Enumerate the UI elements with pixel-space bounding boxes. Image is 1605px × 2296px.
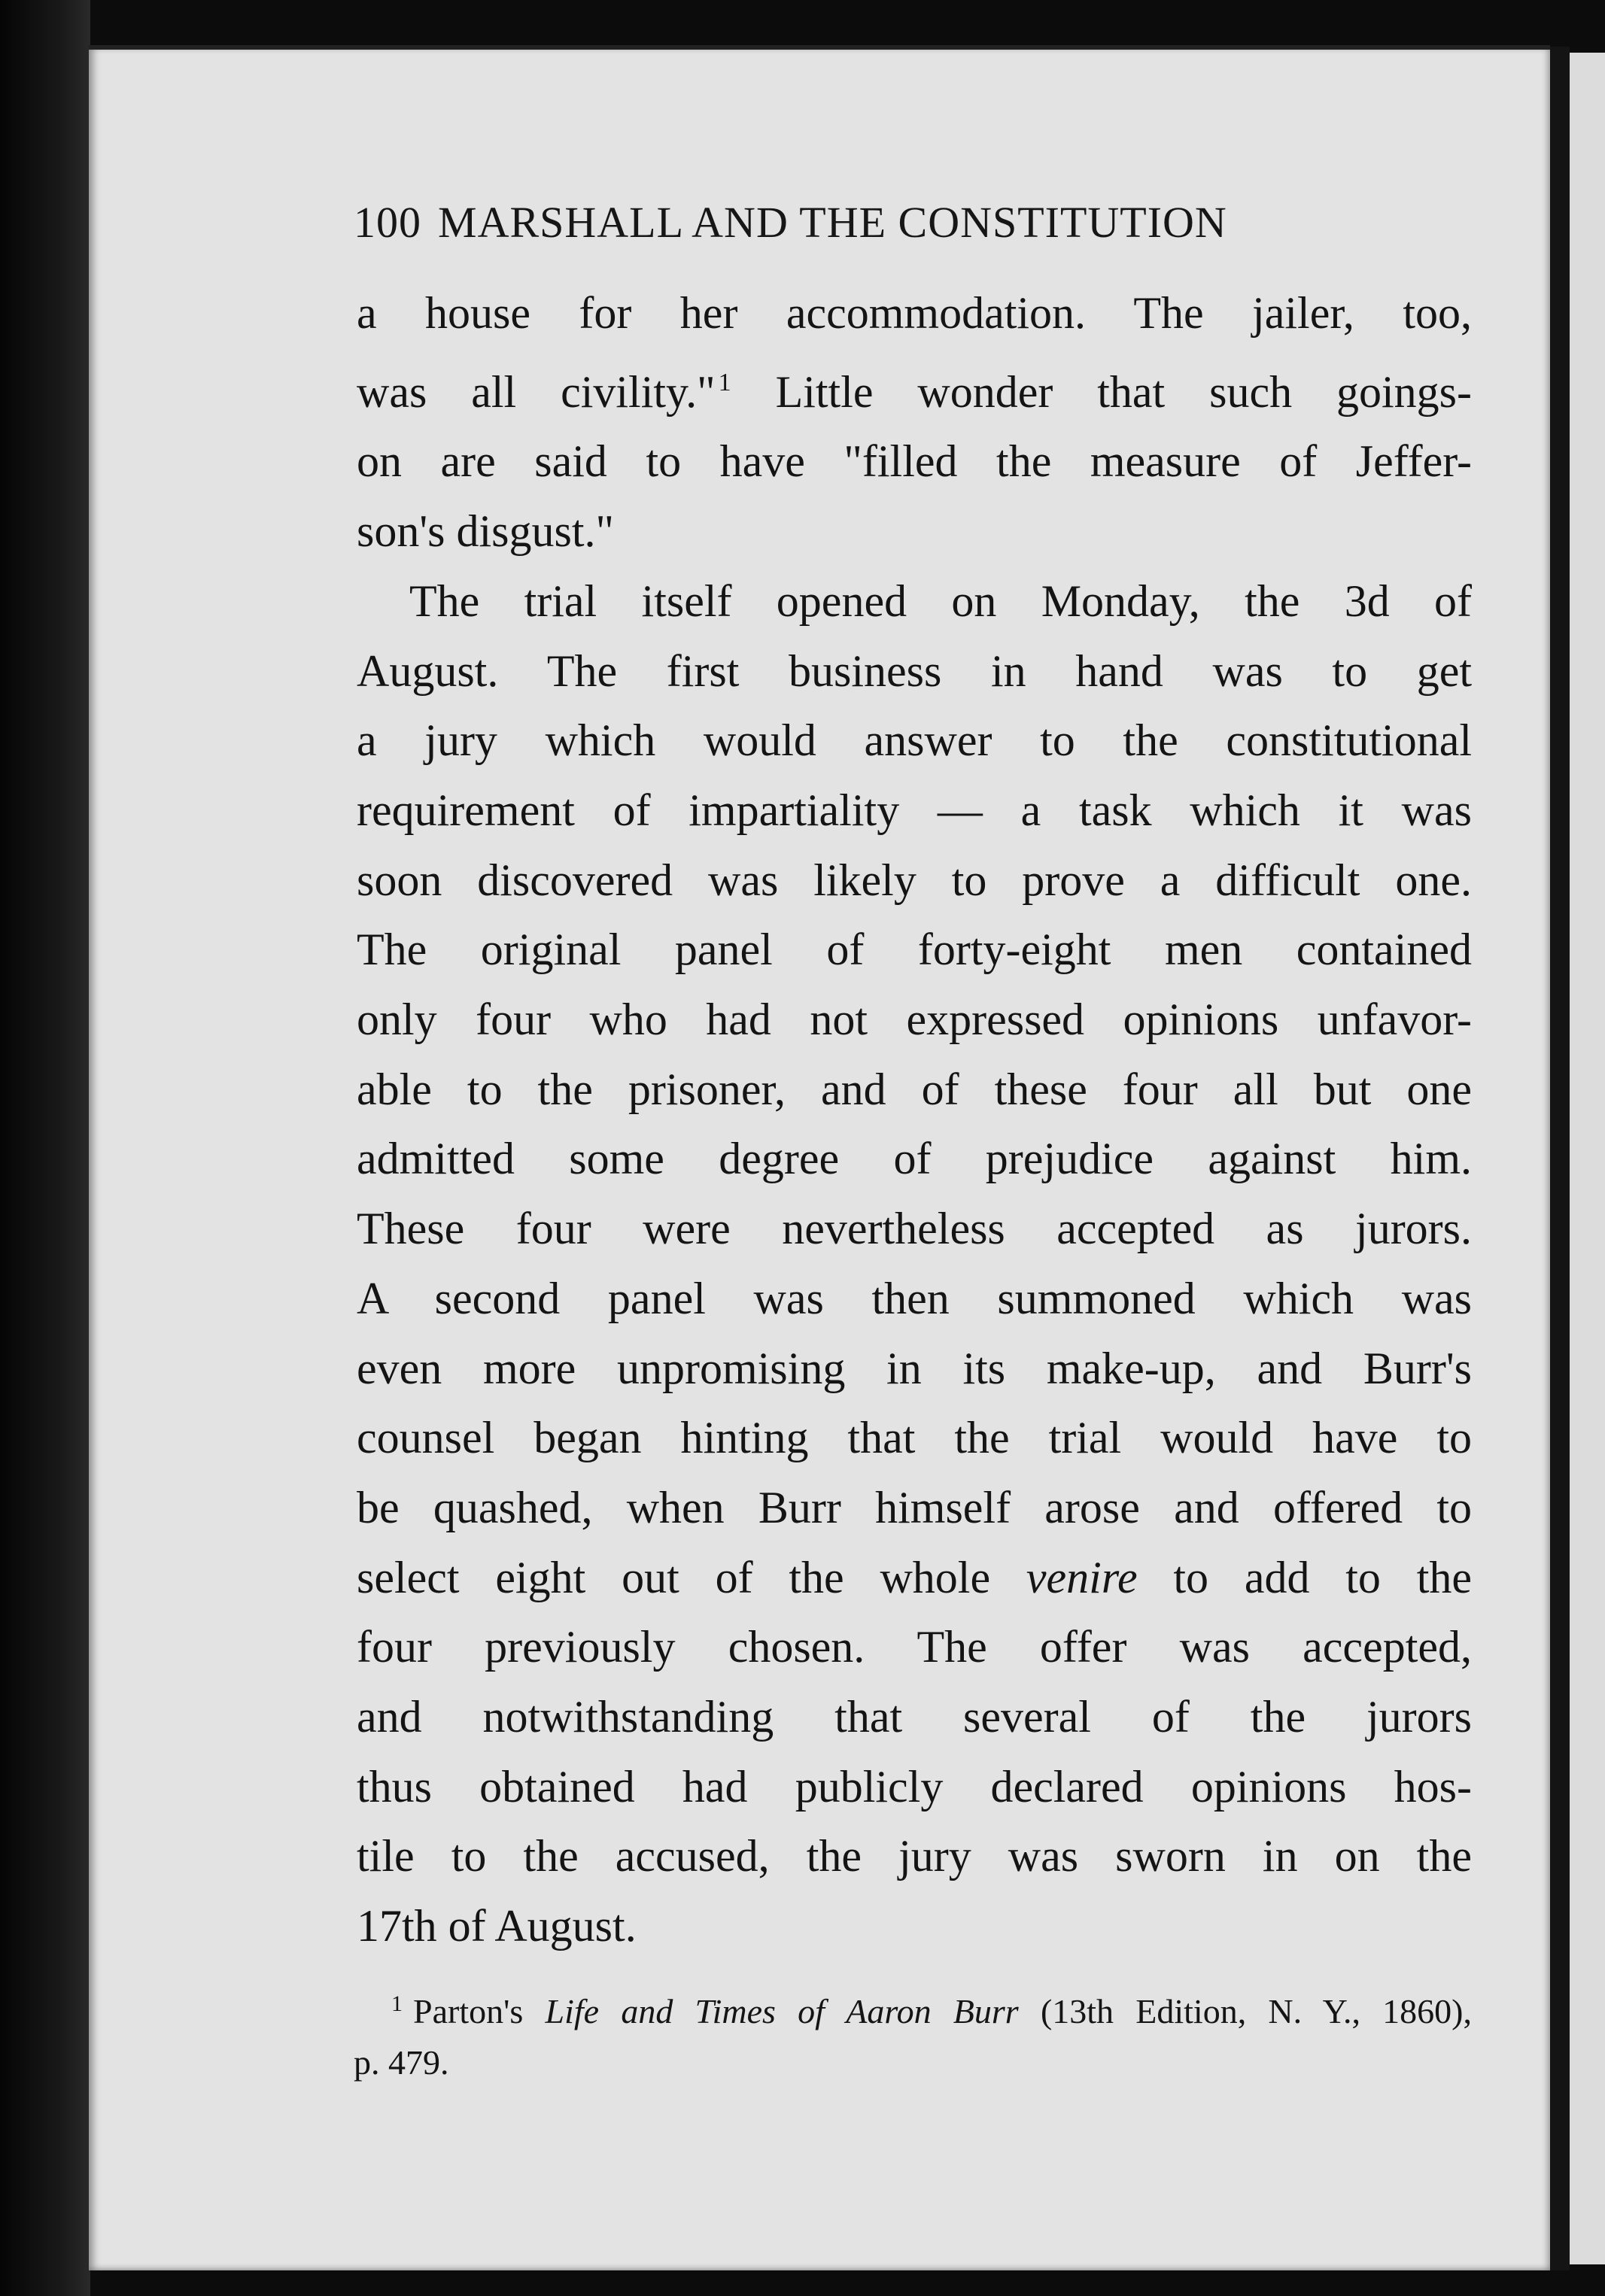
text-line: soon discovered was likely to prove a difficult one. bbox=[357, 855, 1472, 905]
text-line: four previously chosen. The offer was accepted, bbox=[357, 1622, 1472, 1672]
text-line: counsel began hinting that the trial would have to bbox=[357, 1413, 1472, 1463]
text-line: only four who had not expressed opinions unfavor- bbox=[357, 995, 1472, 1045]
text-line: and notwithstanding that several of the jurors bbox=[357, 1692, 1472, 1742]
text-line: even more unpromising in its make-up, and Burr's bbox=[357, 1343, 1472, 1393]
text-line: August. The first business in hand was to get bbox=[357, 645, 1472, 696]
text-line: requirement of impartiality — a task which it was bbox=[357, 785, 1472, 835]
footnote-title: Life and Times of Aaron Burr bbox=[545, 1992, 1019, 2030]
text-line: son's disgust." bbox=[357, 506, 615, 557]
facing-page-edge bbox=[1570, 53, 1605, 2264]
footnote-edition: (13th Edition, N. Y., 1860), bbox=[1040, 1992, 1473, 2030]
italic-word: venire bbox=[1026, 1552, 1138, 1602]
footnote-reference: 1 bbox=[718, 368, 731, 396]
scan-left-edge bbox=[0, 0, 90, 2296]
text-line: These four were nevertheless accepted as jurors. bbox=[357, 1204, 1472, 1254]
footnote-author: Parton's bbox=[413, 1992, 524, 2030]
text-line: admitted some degree of prejudice against him. bbox=[357, 1134, 1472, 1184]
gutter-shadow bbox=[1550, 47, 1570, 2270]
footnote-page: p. 479. bbox=[354, 2043, 449, 2082]
text-line: select eight out of the whole venire to add to the bbox=[357, 1552, 1473, 1602]
text-line: able to the prisoner, and of these four all but one bbox=[357, 1064, 1472, 1114]
text-line: a jury which would answer to the constitutional bbox=[357, 715, 1472, 766]
footnote-line bbox=[391, 1979, 1472, 2037]
text-line: The trial itself opened on Monday, the 3d of bbox=[409, 576, 1472, 626]
page-number: 100 bbox=[354, 198, 421, 247]
body-text bbox=[357, 278, 1472, 1961]
running-title: MARSHALL AND THE CONSTITUTION bbox=[438, 198, 1227, 247]
text-line: was all civility." $^1$ Little wonder that such goings- bbox=[357, 366, 1473, 417]
text-line: be quashed, when Burr himself arose and offered to bbox=[357, 1482, 1472, 1532]
page-top-border bbox=[89, 45, 1550, 50]
footnote-mark: 1 bbox=[391, 1991, 403, 2016]
text-line: The original panel of forty-eight men contained bbox=[357, 925, 1472, 975]
text-line: a house for her accommodation. The jailer, too, bbox=[357, 288, 1472, 338]
footnote bbox=[354, 1979, 1473, 2088]
running-header bbox=[354, 197, 1377, 248]
text-line: 17th of August. bbox=[357, 1901, 637, 1951]
text-line: on are said to have "filled the measure of Jeffer- bbox=[357, 436, 1472, 487]
text-line: A second panel was then summoned which was bbox=[357, 1273, 1472, 1323]
text-line: thus obtained had publicly declared opinions hos- bbox=[357, 1761, 1472, 1812]
text-line: tile to the accused, the jury was sworn in on the bbox=[357, 1831, 1472, 1881]
